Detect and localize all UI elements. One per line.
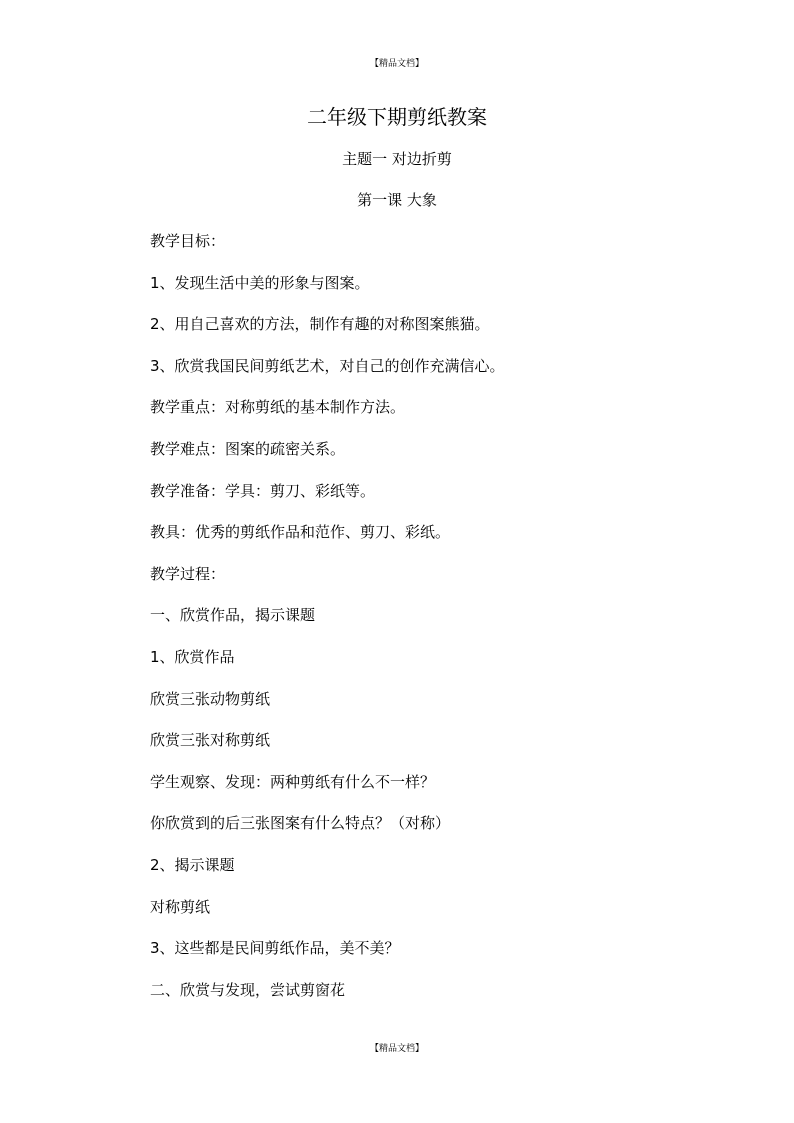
paragraph-line: 教学过程： [150,564,226,583]
theme-heading: 主题一 对边折剪 [342,150,452,168]
paragraph-line: 教学准备：学具：剪刀、彩纸等。 [150,481,376,500]
paragraph-line: 2、揭示课题 [150,855,235,874]
paragraph-line: 教具：优秀的剪纸作品和范作、剪刀、彩纸。 [150,523,451,542]
lesson-heading: 第一课 大象 [357,191,437,209]
paragraph-line: 对称剪纸 [150,897,211,916]
paragraph-line: 3、欣赏我国民间剪纸艺术，对自己的创作充满信心。 [150,356,505,375]
paragraph-line: 教学重点：对称剪纸的基本制作方法。 [150,398,406,417]
footer-tag: 【精品文档】 [369,1044,424,1054]
paragraph-line: 二、欣赏与发现，尝试剪窗花 [150,980,346,999]
paragraph-line: 你欣赏到的后三张图案有什么特点？（对称） [150,814,451,833]
document-body [150,230,710,1020]
header-tag: 【精品文档】 [369,59,424,69]
paragraph-line: 学生观察、发现：两种剪纸有什么不一样？ [150,772,436,791]
paragraph-line: 1、发现生活中美的形象与图案。 [150,273,370,292]
paragraph-line: 2、用自己喜欢的方法，制作有趣的对称图案熊猫。 [150,315,490,334]
paragraph-line: 一、欣赏作品，揭示课题 [150,606,316,625]
paragraph-line: 欣赏三张动物剪纸 [150,689,271,708]
document-title: 二年级下期剪纸教案 [307,105,487,129]
paragraph-line: 教学目标： [150,232,226,250]
paragraph-line: 3、这些都是民间剪纸作品，美不美？ [150,939,400,958]
paragraph-line: 教学难点：图案的疏密关系。 [150,439,346,458]
paragraph-line: 1、欣赏作品 [150,647,235,666]
paragraph-line: 欣赏三张对称剪纸 [150,731,271,750]
